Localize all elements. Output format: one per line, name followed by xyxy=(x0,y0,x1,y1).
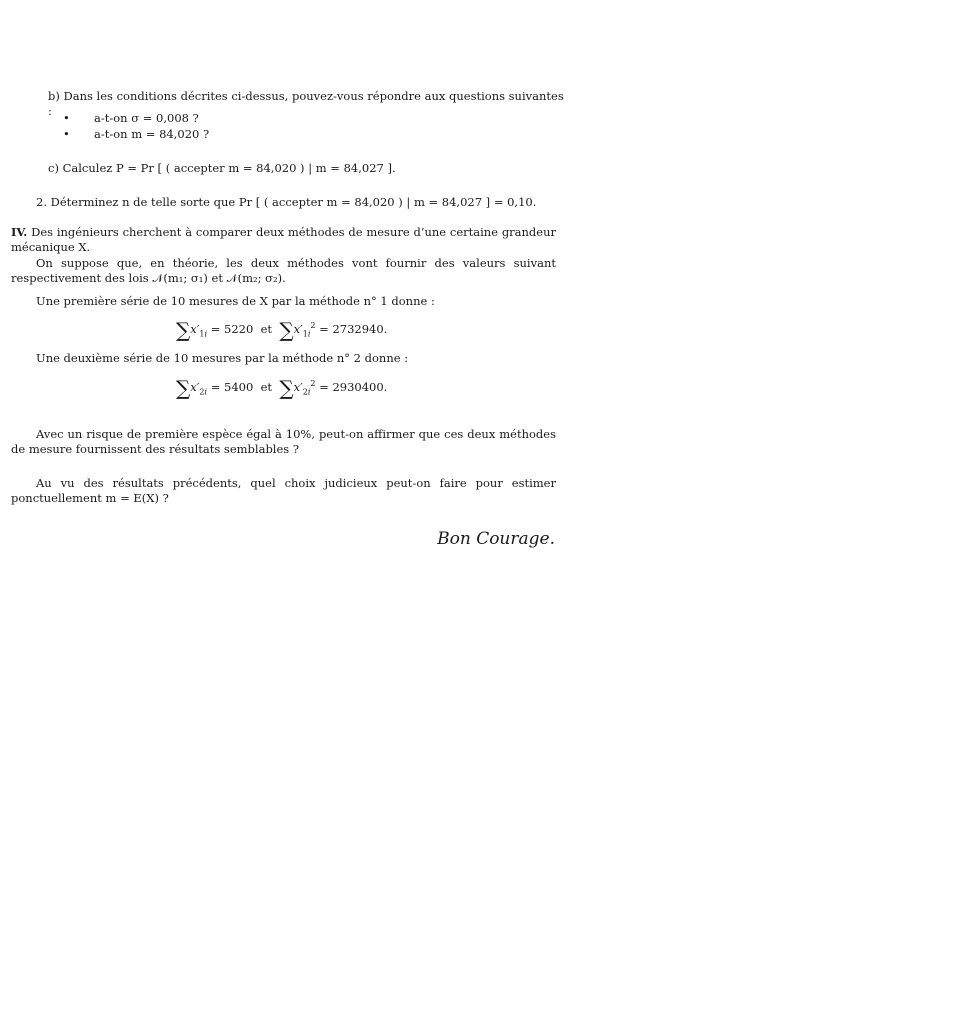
part-b-label: b) xyxy=(48,89,60,103)
section-iv-text: Des ingénieurs cherchent à comparer deux méthodes de mesure d’une certaine grandeur mécanique X. xyxy=(11,225,557,254)
serie-1-intro: Une première série de 10 mesures de X par la méthode n° 1 donne : xyxy=(36,294,435,308)
sum-symbol: ∑ xyxy=(279,318,294,342)
item-2-text: Déterminez n de telle sorte que Pr [ ( accepter m = 84,020 ) | m = 84,027 ] = 0,10. xyxy=(50,195,537,209)
bullet-item-2: a-t-on m = 84,020 ? xyxy=(94,127,210,141)
item-2 xyxy=(36,195,556,210)
bullet-item-1: a-t-on σ = 0,008 ? xyxy=(94,111,199,125)
question-2 xyxy=(11,476,556,506)
suppose-text: On suppose que, en théorie, les deux méthodes vont fournir des valeurs suivant respectivement des lois 𝒩(m₁; σ₁) et 𝒩(m₂; σ₂). xyxy=(11,256,556,285)
part-c-text: Calculez P = Pr [ ( accepter m = 84,020 ) | m = 84,027 ]. xyxy=(62,161,396,175)
item-2-label: 2. xyxy=(36,195,47,209)
part-c xyxy=(48,161,548,176)
sum-symbol: ∑ xyxy=(176,376,191,400)
question-1-text: Avec un risque de première espèce égal à 10%, peut-on affirmer que ces deux méthodes de mesure fournissent des résultats semblables ? xyxy=(11,427,556,456)
equation-2: $\sum x'_{2i} = 5400$ et $\sum x'_{2i}^2 = 2930400$. xyxy=(176,376,388,400)
suppose-paragraph xyxy=(11,256,556,286)
section-iv-intro xyxy=(11,225,556,255)
equation-1-sumsq-value: 2732940 xyxy=(332,322,384,336)
bullet-dot-2: • xyxy=(63,127,70,141)
equation-2-sumsq-value: 2930400 xyxy=(332,380,384,394)
equation-1-sum-value: 5220 xyxy=(224,322,254,336)
equation-1: $\sum x'_{1i} = 5220$ et $\sum x'_{1i}^2 = 2732940$. xyxy=(176,318,388,342)
section-iv-label: IV. xyxy=(11,225,28,239)
sum-symbol: ∑ xyxy=(176,318,191,342)
equation-2-sum-value: 5400 xyxy=(224,380,254,394)
question-2-text: Au vu des résultats précédents, quel choix judicieux peut-on faire pour estimer ponctuellement m = E(X) ? xyxy=(11,476,556,505)
part-c-label: c) xyxy=(48,161,59,175)
question-1 xyxy=(11,427,556,457)
bullet-dot-1: • xyxy=(63,111,70,125)
part-b-text: Dans les conditions décrites ci-dessus, pouvez-vous répondre aux questions suivantes : xyxy=(48,89,564,118)
serie-2-intro: Une deuxième série de 10 mesures par la méthode n° 2 donne : xyxy=(36,351,409,365)
closing-text: Bon Courage. xyxy=(437,529,555,549)
sum-symbol: ∑ xyxy=(279,376,294,400)
